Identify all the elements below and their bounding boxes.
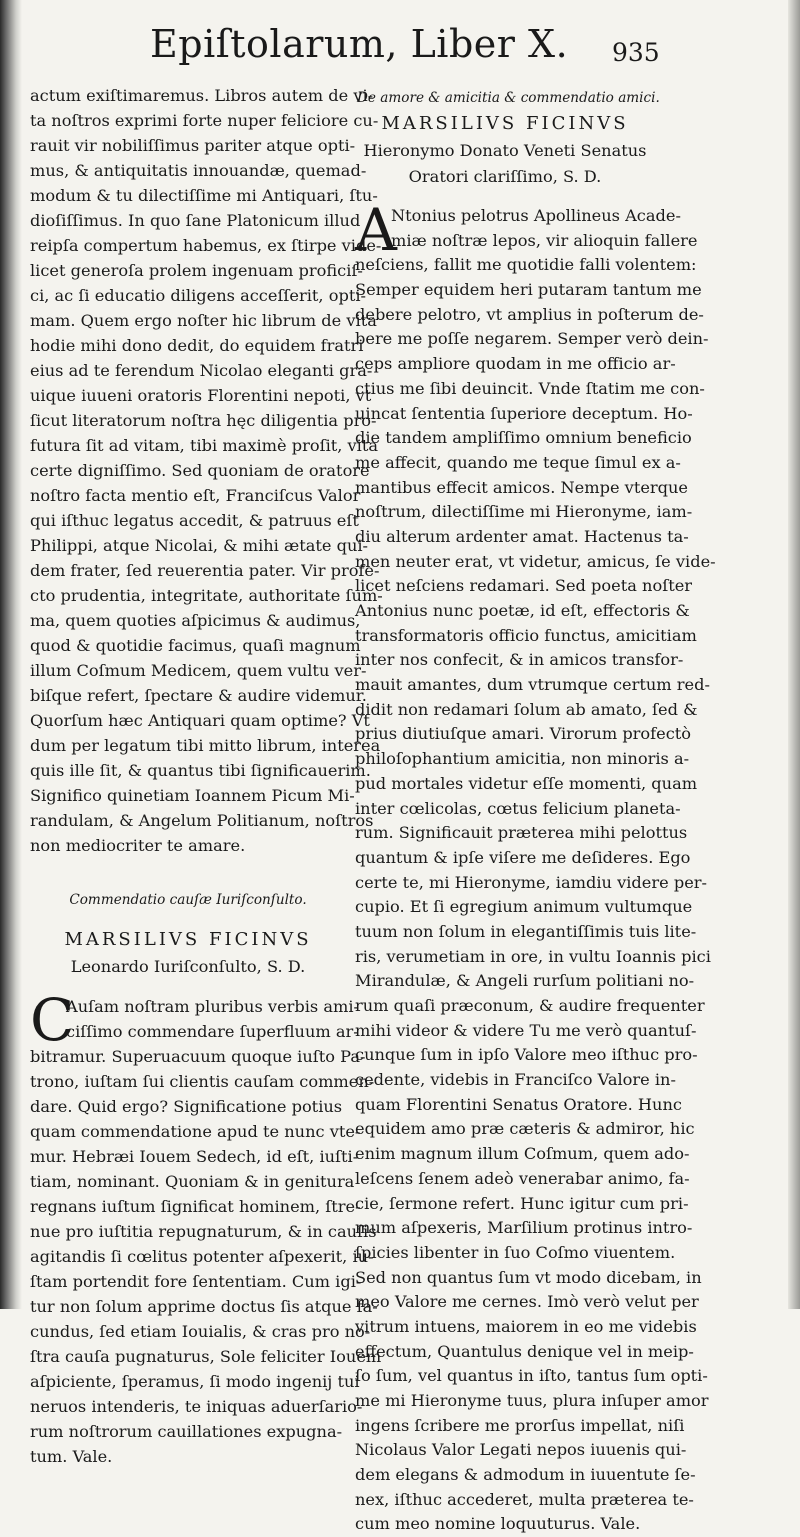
text-line: die tandem ampliſſimo omnium beneficio: [355, 428, 692, 448]
drop-capital: A: [355, 196, 397, 264]
text-line: meo Valore me cernes. Imò verò velut per: [355, 1292, 699, 1312]
text-line: licet neſciens redamari. Sed poeta noſter: [355, 576, 693, 596]
text-line: ſo ſum, vel quantus in iſto, tantus ſum opti-: [355, 1366, 708, 1386]
letter-addressee-line-2: Oratori clariſſimo, S. D.: [408, 167, 602, 186]
text-line: cedente, videbis in Franciſco Valore in-: [355, 1070, 676, 1090]
text-line: ta noſtros exprimi forte nuper feliciore cu-: [30, 111, 379, 130]
text-line: ci, ac ſi educatio diligens acceſſerit, opti-: [30, 286, 366, 305]
text-line: ſpicies libenter in ſuo Coſmo viuentem.: [355, 1242, 676, 1262]
text-line: Quorſum hæc Antiquari quam optime? Vt: [30, 711, 370, 730]
text-line: leſcens ſenem adeò venerabar animo, fa-: [355, 1168, 690, 1188]
text-line: agitandis ſi cœlitus potenter aſpexerit, iu-: [30, 1247, 374, 1266]
text-line: nue pro iuſtitia repugnaturum, & in cauſis: [30, 1222, 377, 1241]
text-line: randulam, & Angelum Politianum, noſtros: [30, 811, 374, 830]
right-column: [355, 86, 716, 1537]
text-line: dioſiſſimus. In quo ſane Platonicum illud: [30, 211, 361, 230]
text-line: biſque refert, ſpectare & audire videmur.: [30, 686, 367, 705]
text-line: trono, iuſtam ſui clientis cauſam commen-: [30, 1072, 375, 1091]
text-line: ſicut literatorum noſtra hęc diligentia pro-: [30, 411, 377, 430]
text-line: inter cœlicolas, cœtus felicium planeta-: [355, 798, 681, 818]
text-line: quod & quotidie facimus, quaſi magnum: [30, 636, 361, 655]
continued-letter-text: [30, 83, 383, 858]
text-line: vitrum intuens, maiorem in eo me videbis: [355, 1316, 697, 1336]
text-line: ſtam portendit fore ſententiam. Cum igi-: [30, 1272, 362, 1291]
text-line: mauit amantes, dum vtrumque certum red-: [355, 675, 710, 695]
text-line: philoſophantium amicitia, non minoris a-: [355, 749, 690, 769]
text-line: ciſſimo commendare ſuperfluum ar-: [66, 1022, 359, 1041]
text-line: tiam, nominant. Quoniam & in genitura: [30, 1172, 355, 1191]
text-line: equidem amo præ cæteris & admiror, hic: [355, 1119, 695, 1139]
text-line: mur. Hebræi Iouem Sedech, id eſt, iuſti-: [30, 1147, 359, 1166]
letter-body: [355, 196, 716, 1537]
text-line: certe te, mi Hieronyme, iamdiu videre per-: [355, 872, 707, 892]
text-line: Antonius nunc poetæ, id eſt, effectoris &: [355, 601, 690, 620]
text-line: reipſa compertum habemus, ex ſtirpe vide-: [30, 236, 382, 255]
text-line: uincat ſententia ſuperiore deceptum. Ho-: [355, 403, 693, 423]
letter-author: MARSILIVS FICINVS: [381, 113, 629, 134]
text-line: futura ſit ad vitam, tibi maximè proſit, vita: [30, 436, 379, 455]
text-line: quam commendatione apud te nunc vte-: [30, 1122, 361, 1141]
text-line: bitramur. Superuacuum quoque iuſto Pa-: [30, 1047, 366, 1066]
letter-body: [30, 986, 382, 1469]
text-line: ma, quem quoties aſpicimus & audimus,: [30, 611, 361, 630]
text-line: licet generoſa prolem ingenuam proficiſ-: [30, 261, 363, 280]
text-line: tur non ſolum apprime doctus ſis atque fa-: [30, 1297, 378, 1316]
text-line: Nicolaus Valor Legati nepos iuuenis qui-: [355, 1440, 687, 1460]
text-line: hodie mihi dono dedit, do equidem fratri: [30, 336, 364, 355]
left-column: [30, 83, 383, 1469]
drop-capital: C: [30, 986, 75, 1054]
text-line: uique iuueni oratoris Florentini nepoti, vt: [30, 386, 372, 405]
text-line: mus, & antiquitatis innouandæ, quemad-: [30, 161, 367, 180]
text-line: aſpiciente, ſperamus, ſi modo ingenij tui: [30, 1372, 360, 1391]
text-line: inter nos confecit, & in amicos transfor-: [355, 650, 684, 670]
text-line: prius diutiuſque amari. Virorum profectò: [355, 724, 692, 744]
letter-rubric: Commendatio cauſæ Iuriſconſulto.: [69, 892, 307, 908]
text-line: cie, ſermone refert. Hunc igitur cum pri-: [355, 1193, 689, 1213]
text-line: tum. Vale.: [30, 1447, 113, 1466]
text-line: rum quaſi præconum, & audire frequenter: [355, 996, 705, 1015]
text-line: mum aſpexeris, Marſilium protinus intro-: [355, 1218, 693, 1238]
text-line: mam. Quem ergo noſter hic librum de vita: [30, 311, 377, 330]
text-line: me affecit, quando me teque ſimul ex a-: [355, 452, 681, 472]
text-line: ingens ſcribere me prorſus impellat, niſi: [355, 1415, 685, 1435]
letter-addressee: Leonardo Iuriſconſulto, S. D.: [70, 957, 306, 976]
text-line: dare. Quid ergo? Significatione potius: [30, 1097, 343, 1116]
text-line: men neuter erat, vt videtur, amicus, ſe vide-: [355, 551, 716, 571]
letter-addressee-line-1: Hieronymo Donato Veneti Senatus: [363, 141, 647, 160]
text-line: debere pelotro, vt amplius in poſterum de-: [355, 304, 704, 324]
text-line: regnans iuſtum ſignificat hominem, ſtre-: [30, 1197, 361, 1216]
text-line: nex, iſthuc accederet, multa præterea te-: [355, 1489, 694, 1509]
text-line: actum exiſtimaremus. Libros autem de vi-: [30, 86, 374, 105]
page-gutter-shadow: [0, 0, 22, 1309]
text-line: me mi Hieronyme tuus, plura inſuper amor: [355, 1391, 709, 1410]
running-head: Epiſtolarum, Liber X.: [150, 22, 569, 66]
text-line: Significo quinetiam Ioannem Picum Mi-: [30, 786, 355, 805]
text-line: quantum & ipſe viſere me deſideres. Ego: [355, 847, 691, 867]
text-line: quam Florentini Senatus Oratore. Hunc: [355, 1094, 682, 1114]
text-line: cto prudentia, integritate, authoritate ſum-: [30, 586, 383, 605]
text-line: Mirandulæ, & Angeli rurſum politiani no-: [355, 971, 695, 991]
text-line: effectum, Quantulus denique vel in meip-: [355, 1341, 694, 1361]
text-line: Semper equidem heri putaram tantum me: [355, 280, 702, 300]
text-line: transformatoris officio functus, amicitiam: [355, 625, 697, 645]
text-line: didit non redamari ſolum ab amato, ſed &: [355, 699, 698, 719]
text-line: bere me poſſe negarem. Semper verò dein-: [355, 329, 709, 349]
text-line: neruos intenderis, te iniquas aduerſario-: [30, 1397, 363, 1416]
page-number: 935: [612, 38, 660, 67]
text-line: ſtra cauſa pugnaturus, Sole feliciter Iouem: [30, 1347, 382, 1366]
text-line: ris, verumetiam in ore, in vultu Ioannis pici: [355, 946, 711, 966]
letter-rubric: De amore & amicitia & commendatio amici.: [357, 90, 660, 106]
text-line: eius ad te ferendum Nicolao eleganti gra-: [30, 361, 373, 380]
text-line: tuum non ſolum in elegantiſſimis tuis lite-: [355, 921, 697, 941]
text-line: Philippi, atque Nicolai, & mihi ætate qui-: [30, 536, 369, 555]
text-line: mihi videor & videre Tu me verò quantuſ-: [355, 1020, 697, 1040]
text-line: cundus, ſed etiam Iouialis, & cras pro no-: [30, 1322, 371, 1341]
text-line: cunque ſum in ipſo Valore meo iſthuc pro-: [355, 1045, 698, 1065]
text-line: cupio. Et ſi egregium animum vultumque: [355, 897, 693, 917]
text-line: rauit vir nobiliſſimus pariter atque opti-: [30, 136, 356, 155]
text-line: modum & tu dilectiſſime mi Antiquari, ſtu-: [30, 186, 378, 205]
letter-author: MARSILIVS FICINVS: [64, 929, 312, 950]
text-line: dem elegans & admodum in iuuentute ſe-: [355, 1465, 696, 1485]
text-line: rum noſtrorum cauillationes expugna-: [30, 1422, 343, 1441]
text-line: noſtrum, dilectiſſime mi Hieronyme, iam-: [355, 502, 693, 522]
text-line: dum per legatum tibi mitto librum, interea: [30, 736, 381, 755]
text-line: mantibus effecit amicos. Nempe vterque: [355, 477, 689, 497]
text-line: Ntonius pelotrus Apollineus Acade-: [391, 206, 681, 225]
text-line: qui iſthuc legatus accedit, & patruus eſt: [30, 511, 359, 530]
text-line: neſciens, fallit me quotidie falli volentem:: [355, 255, 697, 275]
page-edge: [788, 0, 800, 1309]
text-line: dem frater, ſed reuerentia pater. Vir profe-: [30, 561, 380, 580]
text-line: ceps ampliore quodam in me officio ar-: [355, 354, 676, 374]
text-line: non mediocriter te amare.: [30, 836, 246, 855]
text-line: certe digniſſimo. Sed quoniam de oratore: [30, 461, 370, 480]
text-line: enim magnum illum Coſmum, quem ado-: [355, 1144, 690, 1164]
text-line: quis ille ſit, & quantus tibi ſignificauerim.: [30, 761, 371, 780]
text-line: illum Coſmum Medicem, quem vultu ver-: [30, 661, 367, 680]
text-line: Auſam noſtram pluribus verbis ami-: [66, 997, 360, 1016]
text-line: rum. Significauit præterea mihi pelottus: [355, 823, 688, 843]
text-line: miæ noſtræ lepos, vir alioquin fallere: [391, 230, 698, 250]
text-line: Sed non quantus ſum vt modo dicebam, in: [355, 1267, 702, 1287]
text-line: noſtro facta mentio eſt, Franciſcus Valor: [30, 486, 361, 505]
text-line: ctius me ſibi deuincit. Vnde ſtatim me con-: [355, 378, 705, 398]
text-line: pud mortales videtur eſſe momenti, quam: [355, 773, 698, 793]
text-line: cum meo nomine loquuturus. Vale.: [355, 1514, 641, 1534]
text-line: diu alterum ardenter amat. Hactenus ta-: [355, 526, 689, 546]
